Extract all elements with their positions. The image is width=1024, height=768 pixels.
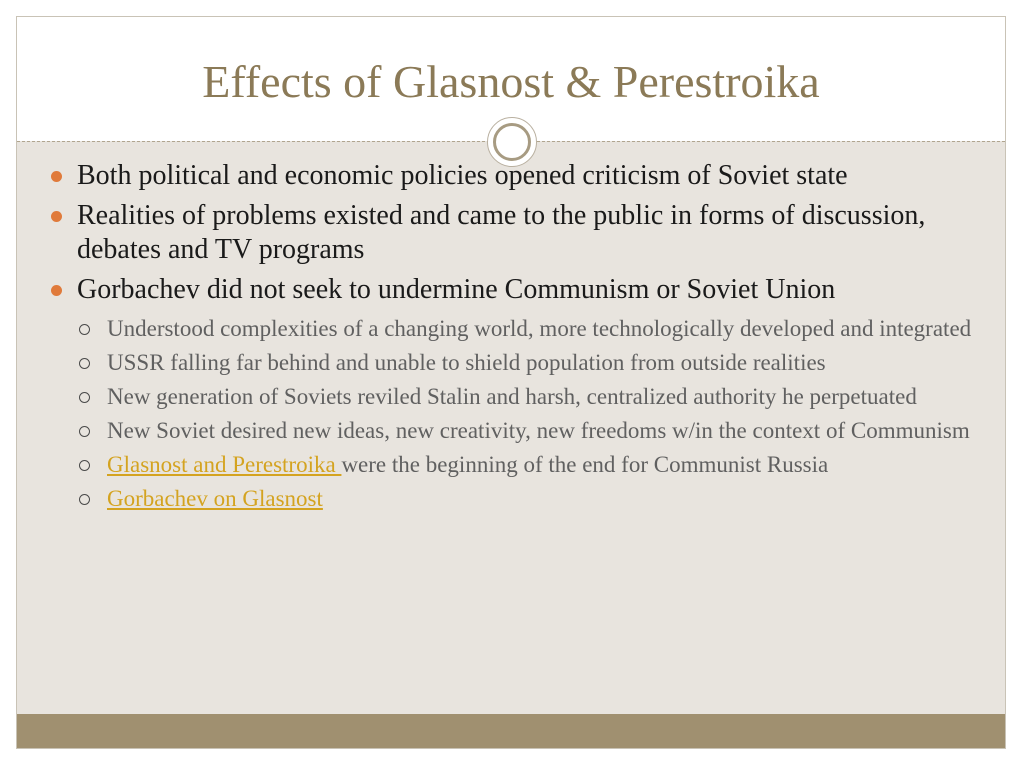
subbullet-text: were the beginning of the end for Communist Russia (341, 452, 829, 477)
subbullet-item (77, 451, 989, 479)
subbullet-item (77, 417, 989, 445)
bullet-text: Both political and economic policies opened criticism of Soviet state (77, 160, 848, 191)
hollow-circle-bullet-icon (79, 358, 90, 369)
bullet-list (49, 159, 989, 513)
slide-title: Effects of Glasnost & Perestroika (202, 56, 820, 107)
bullet-text: Gorbachev did not seek to undermine Communism or Soviet Union (77, 274, 836, 305)
subbullet-text: New generation of Soviets reviled Stalin and harsh, centralized authority he perpetuated (107, 384, 917, 409)
subbullet-item (77, 383, 989, 411)
subbullet-text: USSR falling far behind and unable to shield population from outside realities (107, 350, 826, 375)
gorbachev-on-glasnost-link[interactable]: Gorbachev on Glasnost (107, 486, 323, 511)
subbullet-item (77, 315, 989, 343)
subbullet-list (77, 315, 989, 513)
subbullet-item (77, 349, 989, 377)
subbullet-text: Understood complexities of a changing world, more technologically developed and integrated (107, 316, 972, 341)
bullet-text: Realities of problems existed and came to the public in forms of discussion, debates and TV programs (77, 200, 926, 265)
slide (16, 16, 1006, 749)
footer-bar (17, 714, 1005, 748)
glasnost-perestroika-link[interactable]: Glasnost and Perestroika (107, 452, 342, 477)
bullet-item (49, 199, 989, 267)
subbullet-text: New Soviet desired new ideas, new creativity, new freedoms w/in the context of Communism (107, 418, 970, 443)
bullet-dot-icon (51, 171, 62, 182)
slide-content (49, 159, 989, 519)
hollow-circle-bullet-icon (79, 494, 90, 505)
circle-ornament-inner (493, 123, 531, 161)
hollow-circle-bullet-icon (79, 426, 90, 437)
hollow-circle-bullet-icon (79, 324, 90, 335)
hollow-circle-bullet-icon (79, 460, 90, 471)
subbullet-item (77, 485, 989, 513)
bullet-dot-icon (51, 211, 62, 222)
bullet-item (49, 273, 989, 513)
hollow-circle-bullet-icon (79, 392, 90, 403)
bullet-dot-icon (51, 285, 62, 296)
bullet-item (49, 159, 989, 193)
